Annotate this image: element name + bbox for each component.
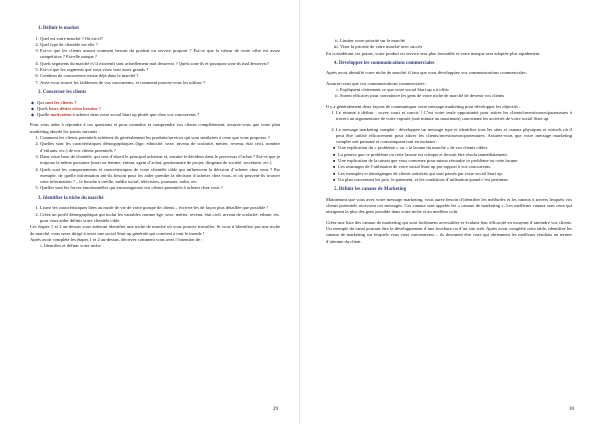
paragraph: Créez une liste des canaux de marketing qui sont facilement accessibles et évaluez leur efficacité en essayant d’atteindre vos clients. Un exemple de canal pourrait être le développement d’une brochure ou d’un site web. Après avoir complété cette table, identifiez les canaux de marketing sur lesquels vous vous concentrerez – ils devraient être ceux qui obtiennent les meilleurs résultats en termes d’atteinte du client. xyxy=(326,219,572,244)
list-item: i. Expliquent clairement ce que votre social Start up a à offrir xyxy=(340,87,572,93)
heading-niche: 3. Identifier la niche du marché xyxy=(38,195,104,201)
highlight: leurs désirs et/ou besoins xyxy=(48,105,98,111)
list-item: 2. Créez un profil démographique qui inclut les variables comme âge, sexe, métier, revenu, état civil, niveau de scolarité, ethnie, etc. pour vous aider définir votre clientèle cible. xyxy=(40,212,280,225)
list-item: 7. Avez-vous trouvé les faiblesses de vos concurrents, et comment pouvez-vous les utiliser ? xyxy=(40,80,280,86)
list-item: 1. Le résumé à définir : soyez court et concis ! C’est votre seule opportunité pour attirer les clients/investisseurs/partenaires à travers un argumentaire de votre capsule (une minute au maximum) concernant les activités de votre social Start up. xyxy=(336,110,572,123)
list-item: ◆ Quels leurs désirs et/ou besoins ? xyxy=(38,106,280,112)
list-item: ■ Une explication du « problème » ou « la lacune du marché » de vos clients cibles. xyxy=(340,145,572,151)
page-number: 29 xyxy=(273,407,278,412)
list-item: 4. Quels segments du marché (s’il existent) sont actuellement mal desservis ? Quels sont-ils et pourquoi sont-ils mal desservis? xyxy=(40,61,280,67)
market-questions xyxy=(30,36,280,86)
heading-define-market: 1. Définir le market xyxy=(38,26,79,31)
list-item: 3. Dans votre base de clientèle, qui sera d’abord le principal acheteur et, ensuite le décideur dans le processus d’achat ? Est-ce que je toujours la même personne (mari ou femme, enfant, agent d’achat, gestionnaire de projet, dirigeant de société, secrétaire, etc.) xyxy=(40,154,280,167)
highlight: motivation xyxy=(50,112,72,118)
heading-clients: 2. Concerner les clients xyxy=(38,89,87,95)
paragraph: Après avoir complété les étapes 1 et 2 au-dessus, décrivez comment vous avez l’intention de : xyxy=(30,236,203,242)
list-item: ■ Un plan concernant les prix, le paiement, et les conditions d’utilisation quand c’est pertinent. xyxy=(340,177,572,183)
niche-steps xyxy=(30,205,280,224)
list-item: ■ La preuve que ce problème ou cette lacune est critique et devrait être résolu immédiatement. xyxy=(340,152,572,158)
list-item: 2. Quelles sont les caractéristiques démographiques (âge, ethnicité, sexe, niveau de scolarité, métier, revenu, état civil, nombre d’enfants, etc.) de vos clients potentiels ? xyxy=(40,141,280,154)
list-item: ii. Limiter votre priorité sur le marché xyxy=(340,38,572,44)
highlight: sont les clients xyxy=(44,99,74,105)
page-right xyxy=(300,0,600,424)
client-questions xyxy=(30,100,280,119)
list-item: 5. Quelles sont les forces émotionnelles qui encourageront vos clients potentiels à acheter chez vous ? xyxy=(40,185,280,191)
list-item: 2. Quel type de clientèle est-elle ? xyxy=(40,42,280,48)
paragraph: Assurez-vous que vos communications commerciales : xyxy=(326,80,427,86)
message-contents xyxy=(326,145,572,183)
paragraph: Il y a généralement deux façons de communiquer votre message marketing pour développer les objectifs : xyxy=(326,103,521,109)
paragraph: Les étapes 1 et 2 au-dessus vous aideront identifier une niche de marché où vous pouvez travailler. Si vous n’identifiez pas une niche de marché, vous serez dirigé à avoir une social Start up générale qui convient à tout le monde ! xyxy=(30,224,280,236)
heading-channels: 5. Définir les canaux de Marketing xyxy=(334,187,407,193)
list-item: 3. Est-ce que les clients auront vraiment besoin du produit ou service proposé ? Est-ce que la valeur de votre offre est assez compétitive ? Est-elle unique ? xyxy=(40,48,280,61)
list-item: 5. Est-ce que les segments que vous visez sont assez grands ? xyxy=(40,67,280,73)
list-item: ■ Les avantages de l’utilisation de votre social Start up par rapport à vos concurrents. xyxy=(340,164,572,170)
niche-roman xyxy=(30,243,280,249)
client-points xyxy=(30,135,280,192)
list-item: ◆ Qui sont les clients ? xyxy=(38,100,280,106)
paragraph: En considérant ces points, votre produit ou service sera plus favorable et votre marque sera adoptée plus rapidement. xyxy=(326,50,541,56)
list-item: 2. Le message marketing complet : développez un message type et identifiez tous les sites et canaux physiques et virtuels où il peut être utilisé efficacement pour attirer les clients/investisseurs/partenaires. Assurez-vous que votre message marketing complet soit puissant et convainquant tout en incluant : xyxy=(336,127,572,146)
page-number: 30 xyxy=(569,407,574,412)
list-item: 1. Quel est votre marché ? Où est-il? xyxy=(40,36,280,42)
list-item: 1. Listez les caractéristiques liées au mode de vie de votre groupe de clients – écrivez-les de façon plus détaillée que possible ! xyxy=(40,205,280,211)
paragraph: Après avoir identifié votre niche de marché, il faut que vous développiez vos communications commerciales. xyxy=(326,70,527,76)
paragraph: Pour vous aider à répondre à ces questions et pour connaître et comprendre vos clients complètement, assurez-vous que votre plan marketing aborde les points suivants : xyxy=(30,122,280,134)
heading-communications: 4. Développer les communications commerciales xyxy=(334,60,435,66)
list-item: ◆ Quelle motivation à acheter dans votre social Start up plutôt que chez vos concurrents ? xyxy=(38,112,280,118)
paragraph: Maintenant que vous avez votre message marketing, vous aurez besoin d’identifier les méthodes et les canaux à travers lesquels vos clients potentiels recevront ces messages. Ces canaux sont appelés les « canaux de marketing ». Les meilleurs canaux sont ceux qui atteignent la plus des gens possible dans votre niche et au meilleur coût. xyxy=(326,196,572,215)
list-item: ii. Soient efficaces pour convaincre les gens de votre niche de marché de devenir vos clients xyxy=(340,93,572,99)
list-item: ■ Les exemples et témoignages de clients satisfaits qui sont passés par votre social Start up. xyxy=(340,171,572,177)
list-item: 4. Quels sont les comportements et caractéristiques de votre clientèle cible qui influencent la décision d’acheter chez vous ? Par exemple, de quelle information ont-ils besoin pour les aider prendre la décision d’acheter chez vous, et où peuvent-ils trouver cette information ? – le bouche à oreille, média social, télévision, journaux, radio, etc. xyxy=(40,167,280,186)
list-item: i. Identifier et définir votre niche xyxy=(44,243,280,249)
list-item: 1. Comment les clients potentiels achètent-ils généralement les produits/services qui sont similaires à ceux que vous proposez ? xyxy=(40,135,280,141)
ways-list xyxy=(326,110,572,145)
list-item: iii. Viser la priorité de votre marché avec succès xyxy=(340,44,572,50)
comm-roman xyxy=(326,87,572,100)
list-item: ■ Une explication de la raison que vous convenez pour mieux résoudre ce problème ou cette lacune. xyxy=(340,158,572,164)
list-item: 6. Combien de concurrence existe déjà dans le marché ? xyxy=(40,73,280,79)
niche-roman-cont xyxy=(326,38,572,51)
